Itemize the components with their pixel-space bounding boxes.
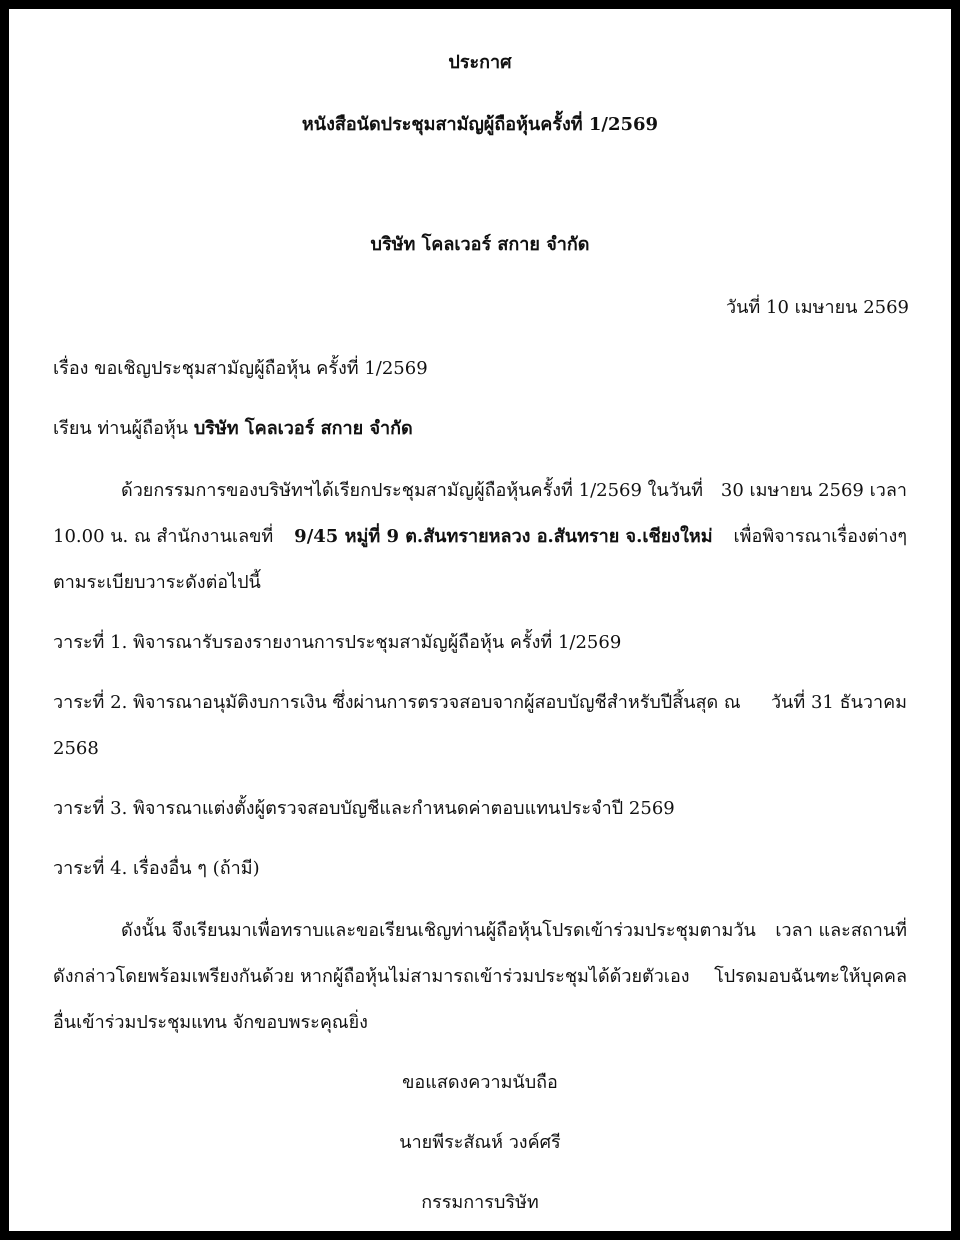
document-heading: ประกาศ (448, 52, 512, 73)
para2-line2 (53, 965, 907, 989)
meeting-address: 9/45 หมู่ที่ 9 ต.สันทรายหลวง อ.สันทราย จ.เชียงใหม่ (294, 526, 713, 547)
para1-line3: ตามระเบียบวาระดังต่อไปนี้ (53, 572, 261, 593)
document-page (9, 9, 951, 1231)
para1-line1 (121, 479, 907, 503)
agenda-item-2-a: วาระที่ 2. พิจารณาอนุมัติงบการเงิน ซึ่งผ่านการตรวจสอบจากผู้สอบบัญชีสำหรับปีสิ้นสุด ณ (53, 692, 741, 713)
para1-line2 (53, 525, 907, 549)
company-name: บริษัท โคลเวอร์ สกาย จำกัด (370, 234, 590, 255)
para2-line1-b: เวลา และสถานที่ (775, 920, 907, 941)
agenda-item-2-line1 (53, 691, 907, 715)
para1-line2-c: เพื่อพิจารณาเรื่องต่างๆ (733, 526, 907, 547)
para2-line2-b: โปรดมอบฉันฑะให้บุคคล (714, 966, 907, 987)
agenda-item-3: วาระที่ 3. พิจารณาแต่งตั้งผู้ตรวจสอบบัญชีและกำหนดค่าตอบแทนประจำปี 2569 (53, 798, 675, 819)
para1-line1-b: 30 เมษายน 2569 เวลา (720, 480, 907, 501)
para1-line1-a: ด้วยกรรมการของบริษัทฯได้เรียกประชุมสามัญผู้ถือหุ้นครั้งที่ 1/2569 ในวันที่ (121, 480, 704, 501)
para2-line3: อื่นเข้าร่วมประชุมแทน จักขอบพระคุณยิ่ง (53, 1012, 368, 1033)
para1-line2-a: 10.00 น. ณ สำนักงานเลขที่ (53, 526, 274, 547)
recipient-company: บริษัท โคลเวอร์ สกาย จำกัด (193, 418, 413, 439)
recipient-line (53, 417, 413, 441)
agenda-item-2-line2: 2568 (53, 738, 99, 759)
para2-line1-a: ดังนั้น จึงเรียนมาเพื่อทราบและขอเรียนเชิญท่านผู้ถือหุ้นโปรดเข้าร่วมประชุมตามวัน (121, 920, 756, 941)
agenda-item-2-b: วันที่ 31 ธันวาคม (770, 692, 907, 713)
closing-salutation: ขอแสดงความนับถือ (402, 1072, 558, 1093)
para2-line1 (121, 919, 907, 943)
agenda-item-1: วาระที่ 1. พิจารณารับรองรายงานการประชุมสามัญผู้ถือหุ้น ครั้งที่ 1/2569 (53, 632, 622, 653)
signer-title: กรรมการบริษัท (421, 1192, 539, 1213)
para2-line2-a: ดังกล่าวโดยพร้อมเพรียงกันด้วย หากผู้ถือหุ้นไม่สามารถเข้าร่วมประชุมได้ด้วยตัวเอง (53, 966, 690, 987)
recipient-prefix: เรียน ท่านผู้ถือหุ้น (53, 418, 194, 439)
document-subject: เรื่อง ขอเชิญประชุมสามัญผู้ถือหุ้น ครั้งที่ 1/2569 (53, 358, 428, 379)
document-date: วันที่ 10 เมษายน 2569 (726, 297, 909, 318)
signer-name: นายพีระสัณห์ วงค์ศรี (399, 1132, 561, 1153)
agenda-item-4: วาระที่ 4. เรื่องอื่น ๆ (ถ้ามี) (53, 858, 260, 879)
document-subheading: หนังสือนัดประชุมสามัญผู้ถือหุ้นครั้งที่ 1/2569 (301, 114, 659, 135)
